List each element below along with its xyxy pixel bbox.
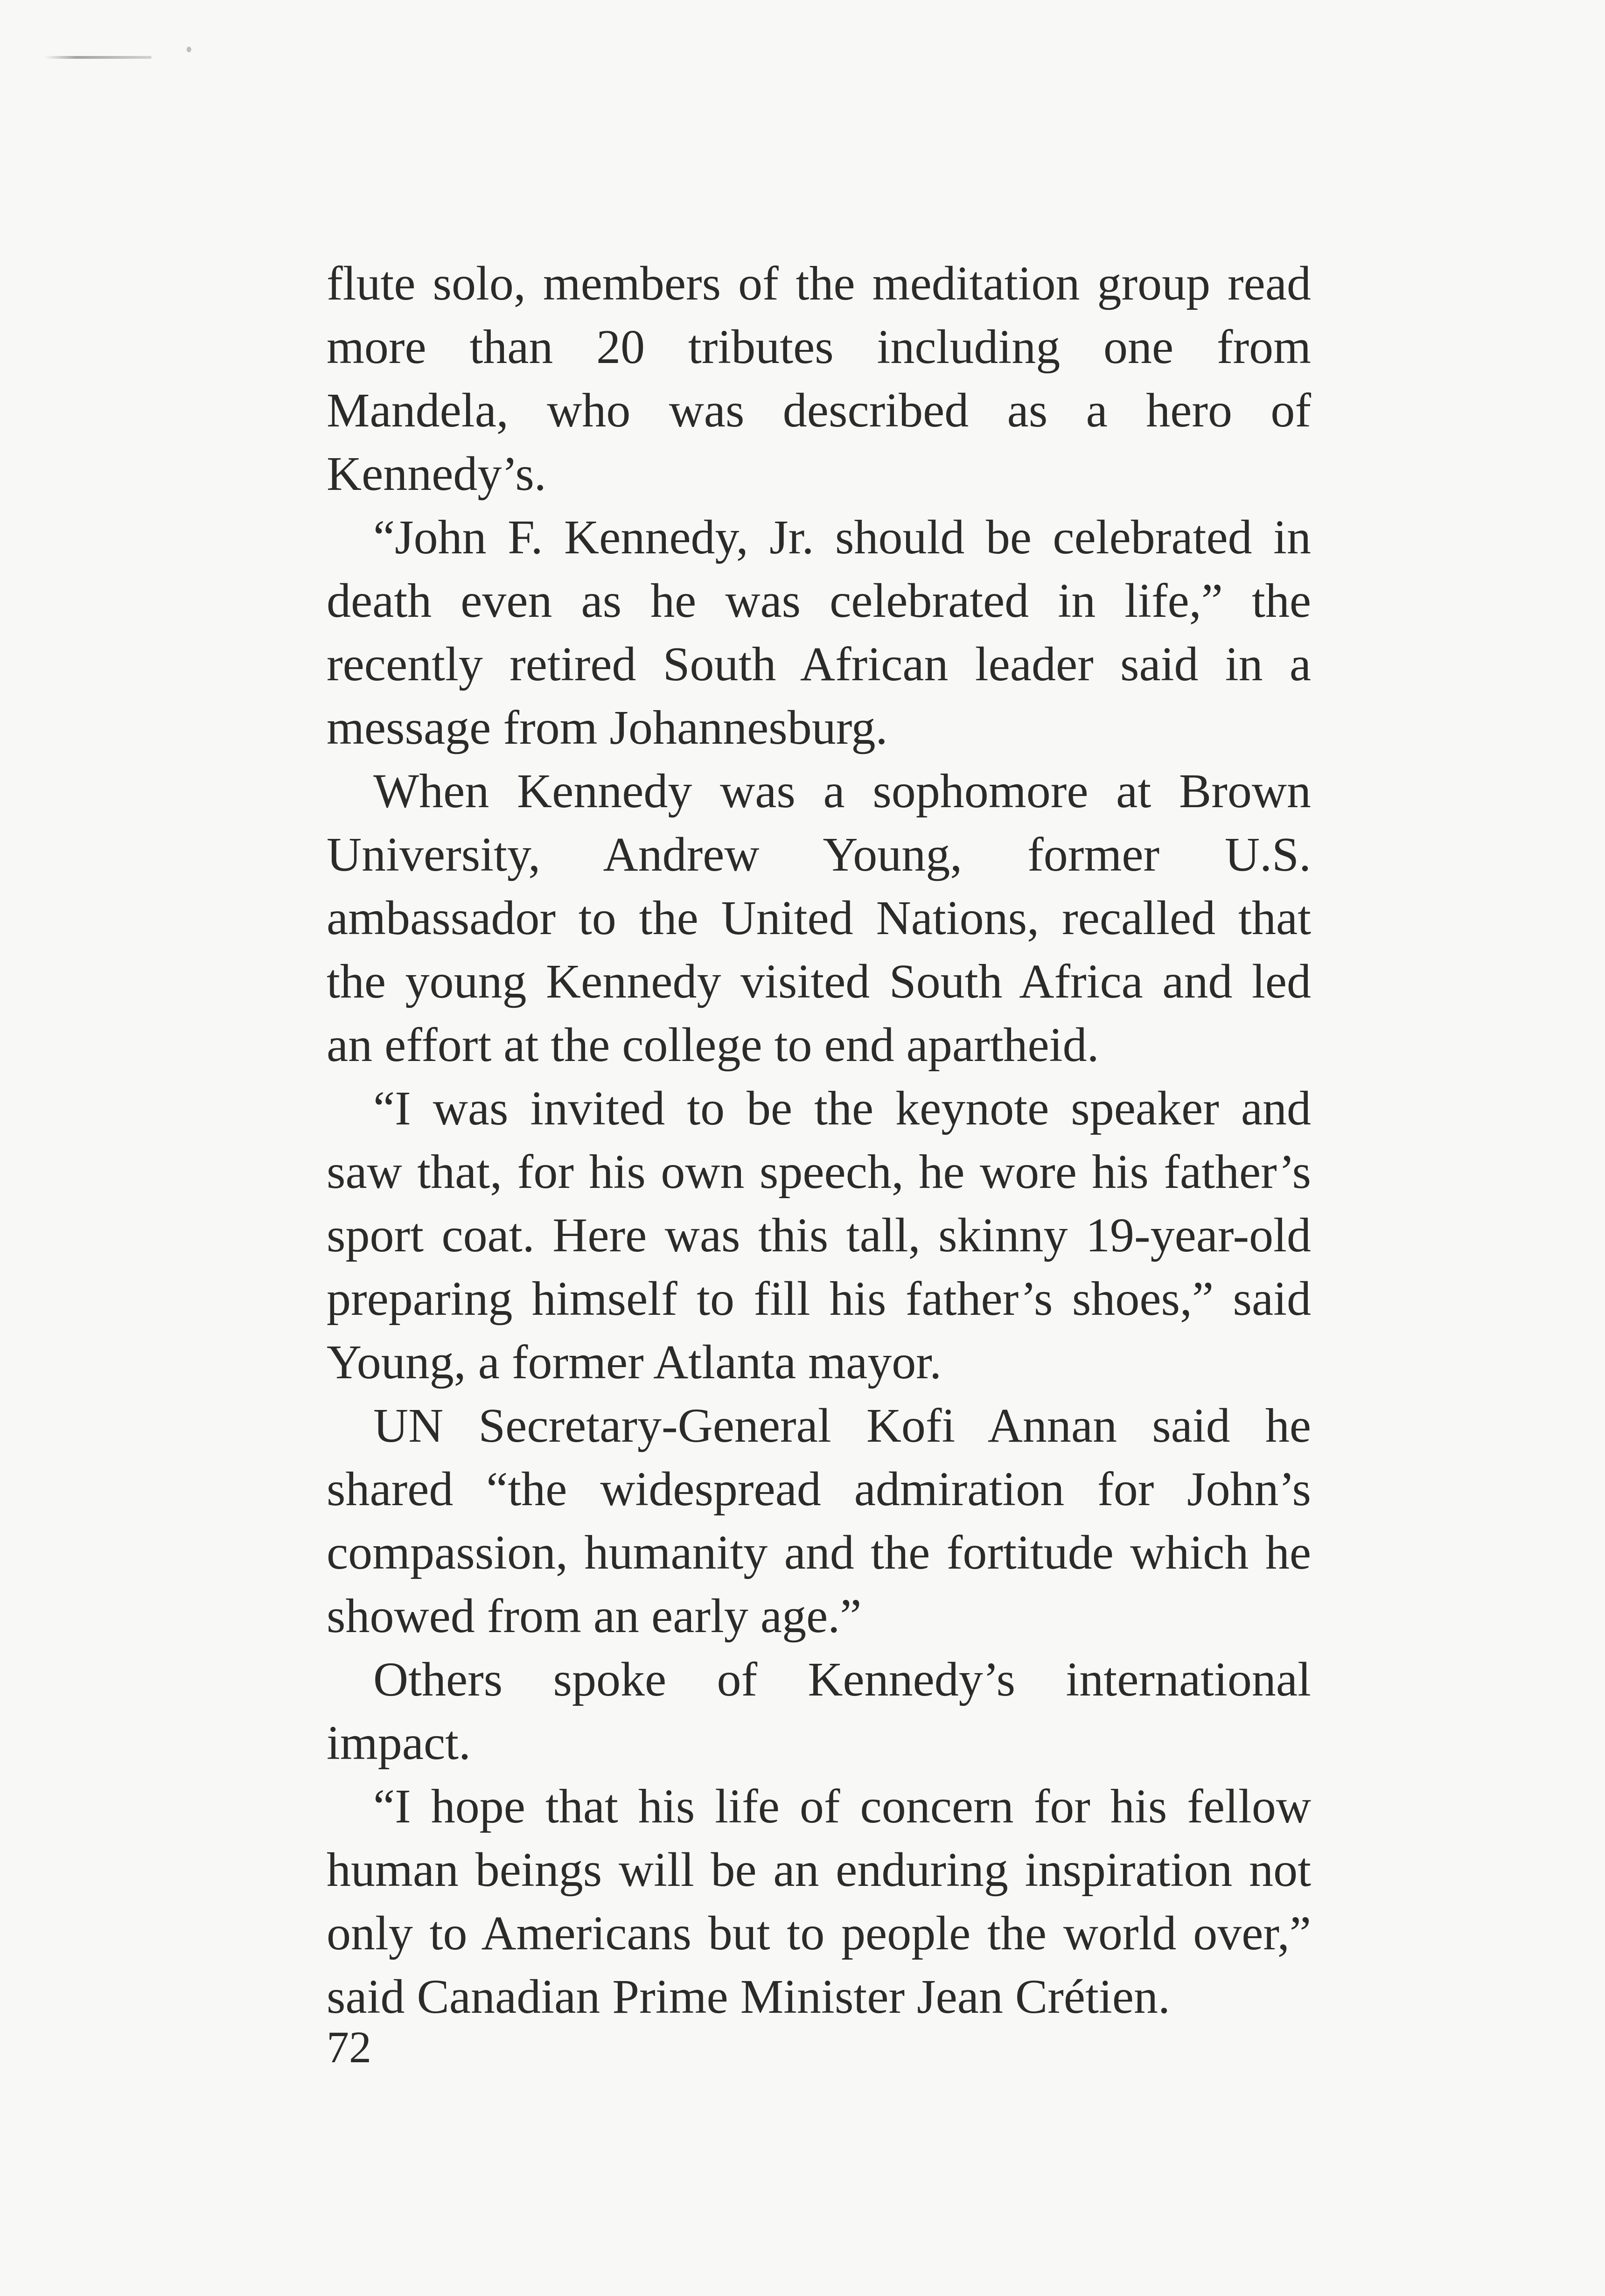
paragraph: “John F. Kennedy, Jr. should be celebrated in death even as he was celebrated in life,” the recently retired South African leader said in a message from Johannesburg. bbox=[327, 510, 1311, 754]
scan-artifact bbox=[44, 56, 152, 59]
paragraph: “I was invited to be the keynote speaker and saw that, for his own speech, he wore his father’s sport coat. Here was this tall, skinny 19-year-old preparing himself to fill his father’s shoes,” said Young, a former Atlanta mayor. bbox=[327, 1082, 1311, 1389]
paragraph: Others spoke of Kennedy’s international impact. bbox=[327, 1653, 1311, 1770]
paragraph: UN Secretary-General Kofi Annan said he shared “the widespread admiration for John’s compassion, humanity and the fortitude which he showed from an early age.” bbox=[327, 1399, 1311, 1643]
paragraph: “I hope that his life of concern for his fellow human beings will be an enduring inspiration not only to Americans but to people the world over,” said Canadian Prime Minister Jean Crétien. bbox=[327, 1780, 1311, 2024]
scan-artifact-dot bbox=[187, 47, 191, 52]
paragraph: When Kennedy was a sophomore at Brown University, Andrew Young, former U.S. ambassador to the United Nations, recalled that the young Kennedy visited South Africa and led an effort at the college to end apartheid. bbox=[327, 764, 1311, 1072]
page-number: 72 bbox=[327, 2022, 371, 2072]
paragraph: flute solo, members of the meditation group read more than 20 tributes including one from Mandela, who was described as a hero of Kennedy’s. bbox=[327, 257, 1311, 501]
body-text bbox=[327, 252, 1311, 2029]
